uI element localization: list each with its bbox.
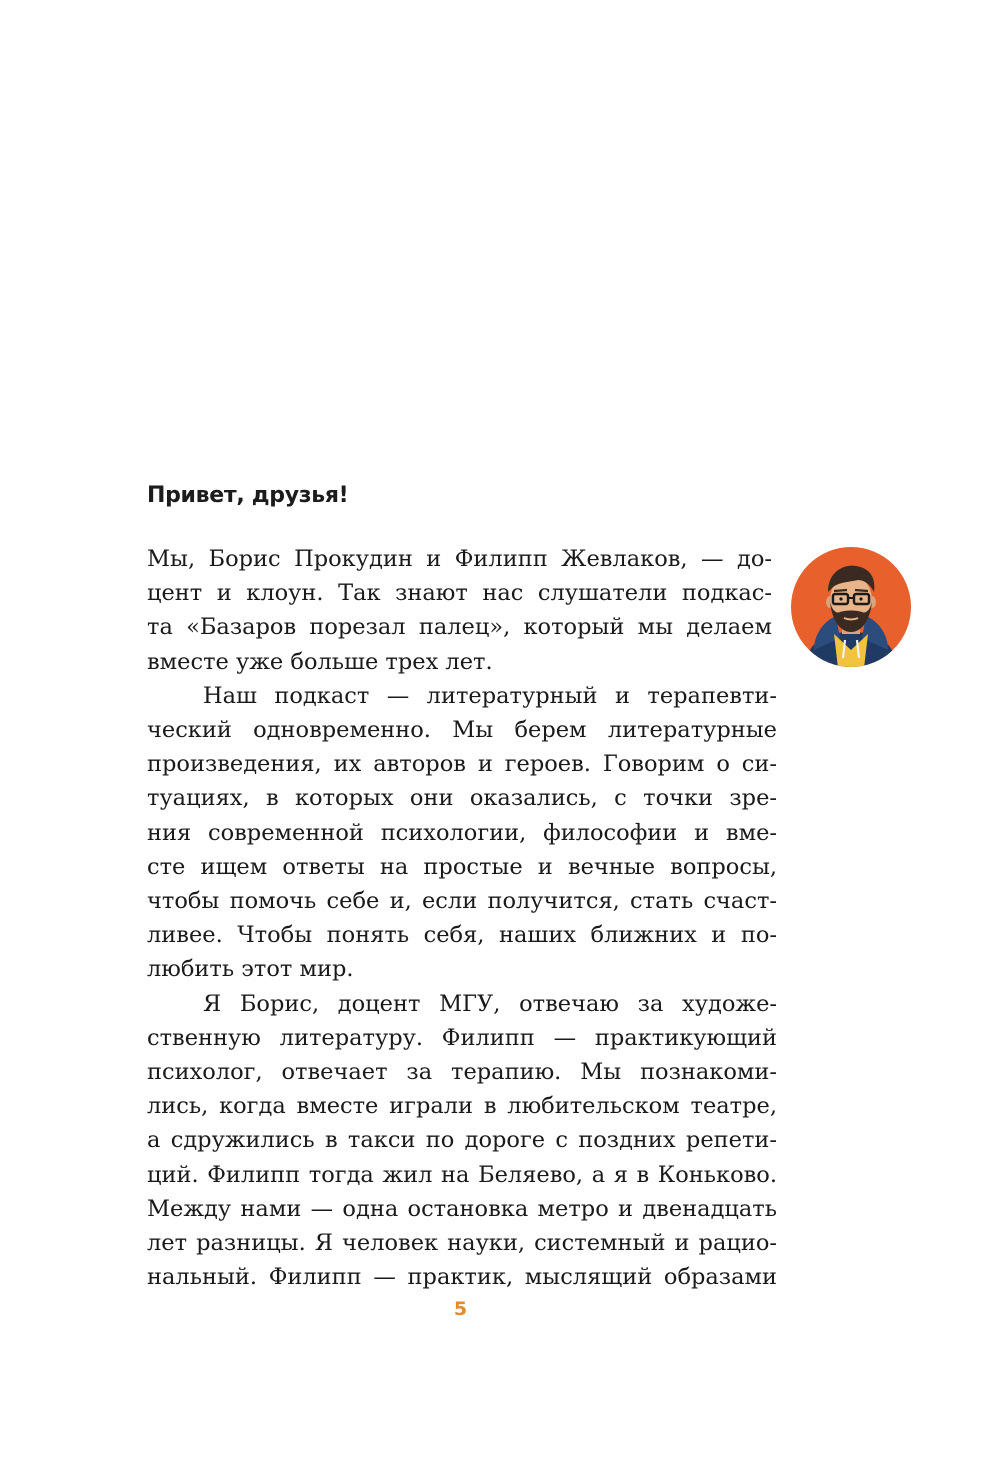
paragraph-intro bbox=[147, 542, 777, 679]
text-line: ливее. Чтобы понять себя, наших ближних и по- bbox=[147, 922, 777, 949]
text-line: Мы, Борис Прокудин и Филипп Жевлаков, — до- bbox=[147, 546, 772, 572]
text-line: цент и клоун. Так знают нас слушатели подкас- bbox=[147, 580, 772, 607]
text-line: ций. Филипп тогда жил на Беляево, а я в Коньково. bbox=[147, 1161, 777, 1188]
paragraph-boris bbox=[147, 987, 777, 1295]
text-line: нальный. Филипп — практик, мыслящий образами bbox=[147, 1264, 777, 1291]
text-line: Наш подкаст — литературный и терапевти- bbox=[203, 682, 777, 709]
text-line: ственную литературу. Филипп — практикующий bbox=[147, 1024, 777, 1051]
paragraph-podcast bbox=[147, 679, 777, 987]
text-line: а сдружились в такси по дороге с поздних репети- bbox=[147, 1127, 777, 1154]
text-line: чтобы помочь себе и, если получится, стать счаст- bbox=[147, 888, 777, 915]
text-line: та «Базаров порезал палец», который мы делаем bbox=[147, 614, 772, 641]
author-avatar-icon bbox=[790, 546, 912, 668]
text-line: ческий одновременно. Мы берем литературные bbox=[147, 717, 777, 744]
text-line: Между нами — одна остановка метро и двенадцать bbox=[147, 1195, 777, 1222]
text-line: психолог, отвечает за терапию. Мы познакоми- bbox=[147, 1059, 777, 1086]
text-line: Я Борис, доцент МГУ, отвечаю за художе- bbox=[203, 990, 777, 1017]
text-line: любить этот мир. bbox=[147, 956, 354, 983]
text-line: ния современной психологии, философии и вме- bbox=[147, 819, 777, 846]
text-line: вместе уже больше трех лет. bbox=[147, 648, 493, 675]
body-text bbox=[147, 542, 777, 1294]
page-number: 5 bbox=[453, 1298, 468, 1320]
text-line: сте ищем ответы на простые и вечные вопросы, bbox=[147, 853, 777, 880]
text-line: лись, когда вместе играли в любительском театре, bbox=[147, 1093, 777, 1120]
text-line: туациях, в которых они оказались, с точки зре- bbox=[147, 785, 777, 812]
text-line: произведения, их авторов и героев. Говорим о си- bbox=[147, 751, 777, 778]
section-heading: Привет, друзья! bbox=[147, 483, 349, 508]
text-line: лет разницы. Я человек науки, системный и рацио- bbox=[147, 1230, 777, 1257]
